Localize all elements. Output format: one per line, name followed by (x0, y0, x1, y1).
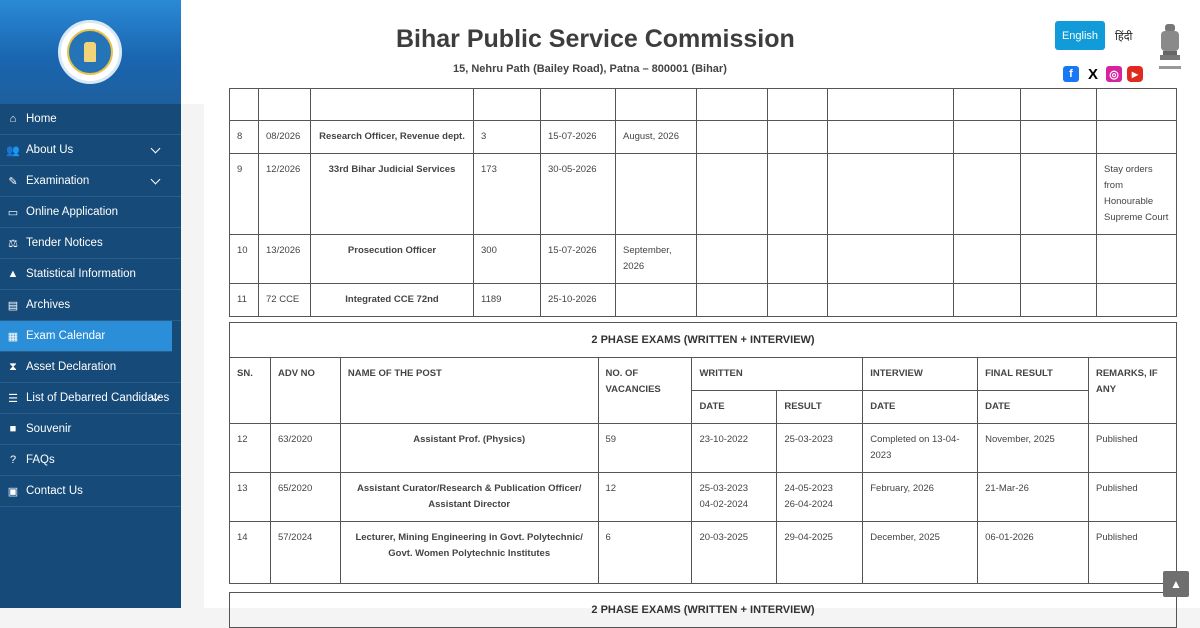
cell-vacancies: 6 (598, 522, 692, 584)
question-icon: ? (9, 454, 17, 466)
cell-vacancies: 12 (598, 473, 692, 522)
cell-vacancies: 300 (474, 235, 541, 284)
monitor-icon: ▭ (7, 206, 19, 219)
cell-date: 25-10-2026 (541, 284, 616, 317)
table-row (230, 284, 1177, 317)
cell-final-result: 06-01-2026 (978, 522, 1089, 584)
youtube-icon[interactable]: ▶ (1127, 66, 1143, 82)
sidebar-item-label: Online Application (26, 206, 119, 218)
bag-icon: ■ (9, 423, 17, 435)
two-phase-exams-table-2 (229, 592, 1177, 628)
cell-sn: 8 (230, 121, 259, 154)
section-title: 2 PHASE EXAMS (WRITTEN + INTERVIEW) (230, 323, 1177, 358)
sidebar-item-label: List of Debarred Candidates (26, 392, 170, 404)
header-final-date: DATE (978, 391, 1089, 424)
cell-adv-no: 57/2024 (270, 522, 340, 584)
header-interview-date: DATE (863, 391, 978, 424)
table-row (230, 473, 1177, 522)
hindi-language-link[interactable]: हिंदी (1115, 31, 1133, 43)
list-icon: ☰ (8, 392, 18, 405)
sidebar-item-label: Home (26, 113, 57, 125)
cell-written-date: 23-10-2022 (692, 424, 777, 473)
header-remarks: REMARKS, IF ANY (1088, 358, 1176, 424)
scroll-to-top-button[interactable] (1163, 571, 1189, 597)
cell-remarks: Stay orders from Honourable Supreme Court (1097, 154, 1177, 235)
cell-final-result: 21-Mar-26 (978, 473, 1089, 522)
cell-sn: 14 (230, 522, 271, 584)
cell-date: 15-07-2026 (541, 235, 616, 284)
section-title: 2 PHASE EXAMS (WRITTEN + INTERVIEW) (230, 593, 1177, 628)
chevron-up-icon: ▲ (1170, 577, 1182, 591)
cell-written-result: 25-03-2023 (777, 424, 863, 473)
sidebar-item-label: Statistical Information (26, 268, 136, 280)
cell-written-date: 20-03-2025 (692, 522, 777, 584)
cell-post: Integrated CCE 72nd (311, 284, 474, 317)
calendar-icon: ▦ (7, 330, 19, 343)
cell-interview: December, 2025 (863, 522, 978, 584)
cell-final-result: November, 2025 (978, 424, 1089, 473)
cell-adv-no: 08/2026 (259, 121, 311, 154)
table-row (230, 121, 1177, 154)
header-vacancies: NO. OF VACANCIES (598, 358, 692, 424)
cell-sn: 9 (230, 154, 259, 235)
home-icon: ⌂ (9, 113, 17, 125)
cell-result (616, 284, 697, 317)
cell-vacancies: 3 (474, 121, 541, 154)
gavel-icon: ⚖ (8, 237, 18, 250)
sidebar-item-label: Archives (26, 299, 71, 311)
sidebar-item-label: FAQs (26, 454, 55, 466)
archive-icon: ▤ (7, 299, 19, 312)
cell-result: August, 2026 (616, 121, 697, 154)
cell-post: Research Officer, Revenue dept. (311, 121, 474, 154)
sidebar-item-souvenir[interactable] (0, 414, 181, 445)
sidebar-item-label: Souvenir (26, 423, 72, 435)
logo-seal-icon (67, 29, 113, 75)
cell-written-date: 25-03-2023 04-02-2024 (692, 473, 777, 522)
header-adv-no: ADV NO (270, 358, 340, 424)
header-written-result: RESULT (777, 391, 863, 424)
cell-remarks: Published (1088, 424, 1176, 473)
header-sn: SN. (230, 358, 271, 424)
exam-calendar-table-1 (229, 88, 1177, 317)
cell-date: 15-07-2026 (541, 121, 616, 154)
table-row (230, 89, 1177, 121)
chevron-down-icon (151, 144, 161, 154)
sidebar-item-online-application[interactable] (0, 197, 181, 228)
header-written-date: DATE (692, 391, 777, 424)
sidebar-item-label: Asset Declaration (26, 361, 117, 373)
bpsc-logo[interactable] (58, 20, 122, 84)
cell-remarks (1097, 235, 1177, 284)
table-row (230, 154, 1177, 235)
cell-written-result: 29-04-2025 (777, 522, 863, 584)
cell-vacancies: 59 (598, 424, 692, 473)
chevron-down-icon (151, 175, 161, 185)
chart-icon: ▲ (7, 268, 19, 280)
cell-sn: 13 (230, 473, 271, 522)
cell-adv-no: 13/2026 (259, 235, 311, 284)
cell-written-result: 24-05-2023 26-04-2024 (777, 473, 863, 522)
sidebar-item-tender-notices[interactable] (0, 228, 181, 259)
cell-remarks: Published (1088, 473, 1176, 522)
sidebar-item-exam-calendar[interactable] (0, 321, 172, 352)
header-post: NAME OF THE POST (340, 358, 598, 424)
main-content (204, 104, 1200, 616)
cell-interview: February, 2026 (863, 473, 978, 522)
table-row (230, 424, 1177, 473)
lion-capital-icon (84, 42, 96, 62)
sidebar-item-label: Contact Us (26, 485, 83, 497)
header-written: WRITTEN (692, 358, 863, 391)
cell-post: Assistant Curator/Research & Publication Officer/ Assistant Director (340, 473, 598, 522)
national-emblem-icon (1157, 22, 1183, 76)
table-row (230, 235, 1177, 284)
cell-result: September, 2026 (616, 235, 697, 284)
sidebar-item-contact-us[interactable] (0, 476, 181, 507)
sidebar-item-asset-declaration[interactable] (0, 352, 181, 383)
sidebar-item-examination[interactable] (0, 166, 181, 197)
header-final-result: FINAL RESULT (978, 358, 1089, 391)
two-phase-exams-table (229, 322, 1177, 584)
sidebar-item-label: Tender Notices (26, 237, 103, 249)
cell-sn: 12 (230, 424, 271, 473)
table-row (230, 522, 1177, 584)
x-icon[interactable]: X (1085, 66, 1101, 82)
cell-date: 30-05-2026 (541, 154, 616, 235)
cell-sn: 11 (230, 284, 259, 317)
sidebar-item-about-us[interactable] (0, 135, 181, 166)
cell-sn: 10 (230, 235, 259, 284)
hourglass-icon: ⧗ (9, 360, 17, 373)
header-interview: INTERVIEW (863, 358, 978, 391)
cell-post: Lecturer, Mining Engineering in Govt. Polytechnic/ Govt. Women Polytechnic Institutes (340, 522, 598, 584)
sidebar-item-label: Exam Calendar (26, 330, 106, 342)
cell-adv-no: 63/2020 (270, 424, 340, 473)
cell-post: 33rd Bihar Judicial Services (311, 154, 474, 235)
cell-post: Assistant Prof. (Physics) (340, 424, 598, 473)
cell-adv-no: 72 CCE (259, 284, 311, 317)
cell-adv-no: 12/2026 (259, 154, 311, 235)
facebook-icon[interactable]: f (1063, 66, 1079, 82)
users-icon: 👥 (6, 144, 20, 157)
cell-vacancies: 173 (474, 154, 541, 235)
cell-result (616, 154, 697, 235)
sidebar-item-list-of-debarred-candidates[interactable] (0, 383, 181, 414)
site-title: Bihar Public Service Commission (396, 25, 795, 53)
instagram-icon[interactable]: ◎ (1106, 66, 1122, 82)
sidebar (0, 0, 181, 608)
cell-vacancies: 1189 (474, 284, 541, 317)
sidebar-nav (0, 104, 181, 507)
cell-post: Prosecution Officer (311, 235, 474, 284)
pen-icon: ✎ (8, 175, 18, 188)
contact-icon: ▣ (7, 485, 19, 498)
sidebar-item-faqs[interactable] (0, 445, 181, 476)
sidebar-item-label: Examination (26, 175, 90, 187)
cell-adv-no: 65/2020 (270, 473, 340, 522)
site-address: 15, Nehru Path (Bailey Road), Patna – 800001 (Bihar) (453, 63, 727, 75)
english-language-button[interactable]: English (1055, 21, 1105, 50)
cell-interview: Completed on 13-04-2023 (863, 424, 978, 473)
cell-remarks: Published (1088, 522, 1176, 584)
cell-remarks (1097, 121, 1177, 154)
sidebar-item-label: About Us (26, 144, 74, 156)
sidebar-item-archives[interactable] (0, 290, 181, 321)
cell-remarks (1097, 284, 1177, 317)
sidebar-item-statistical-information[interactable] (0, 259, 181, 290)
sidebar-item-home[interactable] (0, 104, 181, 135)
sidebar-logo-area (0, 0, 181, 104)
